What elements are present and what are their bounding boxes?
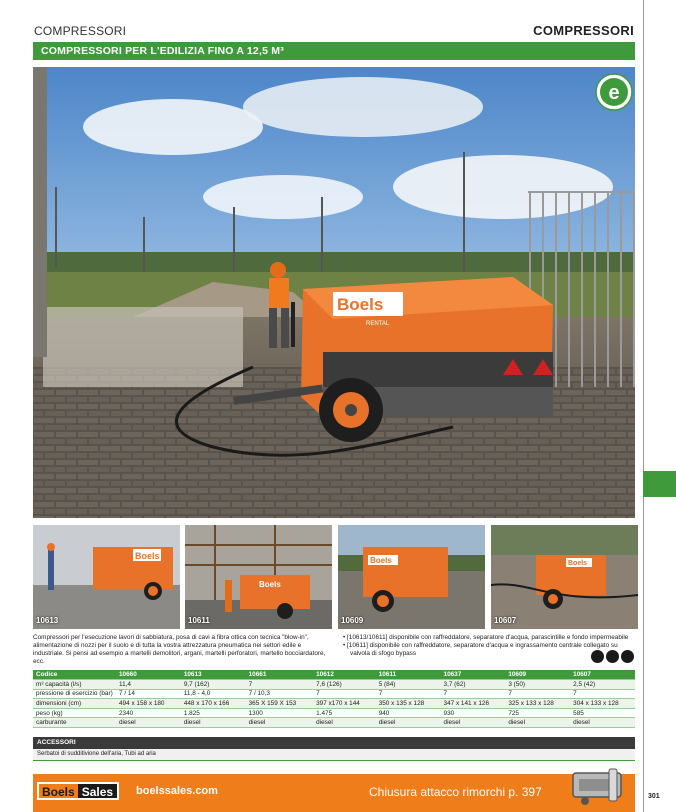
table-row: [33, 680, 635, 690]
cell: 7 / 10,3: [246, 689, 314, 699]
thumbnail-10607: [491, 525, 638, 629]
section-label-right: COMPRESSORI: [533, 23, 634, 38]
specs-header-row: [33, 670, 635, 680]
cell: 1300: [246, 708, 314, 718]
cell: 930: [441, 708, 506, 718]
thumbnail-10613: [33, 525, 180, 629]
row-label: dimensioni (cm): [33, 699, 116, 709]
cell: 494 x 158 x 180: [116, 699, 181, 709]
specs-code: 10660: [116, 670, 181, 680]
hero-brand-text: Boels: [337, 295, 384, 314]
thumb-1-brand: Boels: [135, 551, 160, 561]
thumb-3-brand: Boels: [370, 556, 392, 565]
cell: 350 x 135 x 128: [376, 699, 441, 709]
specs-code: 10613: [181, 670, 246, 680]
safety-icons: [591, 650, 635, 664]
promo-text: Chiusura attacco rimorchi p. 397: [369, 785, 542, 799]
cell: diesel: [181, 718, 246, 728]
cell: 940: [376, 708, 441, 718]
specs-code: 10612: [313, 670, 376, 680]
cell: 3 (50): [505, 680, 570, 690]
cell: diesel: [570, 718, 635, 728]
cell: 7: [441, 689, 506, 699]
cell: diesel: [313, 718, 376, 728]
thumb-1-code: 10613: [36, 616, 59, 625]
logo-sales: Sales: [78, 782, 119, 800]
table-row: [33, 699, 635, 709]
cell: 11,8 - 4,0: [181, 689, 246, 699]
accessories-heading: ACCESSORI: [33, 737, 635, 749]
hero-brand-sub: RENTAL: [366, 321, 390, 327]
thumb-3-code: 10609: [341, 616, 364, 625]
mask-icon: [621, 650, 634, 663]
specs-code: 10607: [570, 670, 635, 680]
cell: 725: [505, 708, 570, 718]
cell: 1.825: [181, 708, 246, 718]
cell: diesel: [116, 718, 181, 728]
eco-badge-letter: e: [608, 82, 620, 104]
cell: 585: [570, 708, 635, 718]
section-thumb-tab: [643, 471, 676, 497]
cell: 9,7 (162): [181, 680, 246, 690]
cell: 3,7 (62): [441, 680, 506, 690]
cell: 2,5 (42): [570, 680, 635, 690]
accessories-text: Serbatoi di sudditivione dell'aria, Tubi ad aria: [33, 749, 635, 761]
cell: 7: [246, 680, 314, 690]
page-number: 301: [648, 793, 660, 800]
thumb-4-brand: Boels: [568, 560, 588, 567]
footer-banner: [33, 774, 635, 812]
row-label: pressione di esercizio (bar): [33, 689, 116, 699]
cell: 325 x 133 x 128: [505, 699, 570, 709]
eco-badge: [595, 73, 633, 111]
product-notes: [343, 634, 633, 658]
table-row: [33, 689, 635, 699]
thumb-2-code: 10611: [188, 616, 210, 625]
product-description: Compressori per l'esecuzione lavori di sabbiatura, posa di cavi a fibra ottica con tecnica "blow-in", alimentazione di nozzi per il suolo e di tutta la vostra attrezzatura pneumatica nei settori edile e industriale. Si pensi ad esempio a martelli demolitori, argani, martelli perforatori, martello bocciardatore, ecc.: [33, 634, 326, 665]
cell: diesel: [246, 718, 314, 728]
cell: 1.475: [313, 708, 376, 718]
specs-code: 10637: [441, 670, 506, 680]
cell: 7 / 14: [116, 689, 181, 699]
table-row: [33, 718, 635, 728]
cell: diesel: [376, 718, 441, 728]
cell: 7,6 (126): [313, 680, 376, 690]
table-row: [33, 708, 635, 718]
cell: 365 X 159 X 153: [246, 699, 314, 709]
thumb-2-brand: Boels: [259, 580, 281, 589]
cell: 11,4: [116, 680, 181, 690]
cell: 448 x 170 x 166: [181, 699, 246, 709]
cell: 2340: [116, 708, 181, 718]
row-label: peso (kg): [33, 708, 116, 718]
cell: 7: [505, 689, 570, 699]
thumbnail-10611: [185, 525, 332, 629]
page-title: COMPRESSORI PER L'EDILIZIA FINO A 12,5 M³: [33, 42, 635, 60]
specs-code: 10609: [505, 670, 570, 680]
cell: 7: [313, 689, 376, 699]
cell: 397 x170 x 144: [313, 699, 376, 709]
ear-protection-icon: [591, 650, 604, 663]
cell: 7: [570, 689, 635, 699]
specs-code: 10661: [246, 670, 314, 680]
gloves-icon: [606, 650, 619, 663]
cell: 5 (84): [376, 680, 441, 690]
trailer-lock-image: [569, 765, 629, 809]
logo-boels: Boels: [37, 782, 78, 800]
specs-table: [33, 670, 635, 728]
cell: diesel: [505, 718, 570, 728]
row-label: m³ capacità (l/s): [33, 680, 116, 690]
cell: diesel: [441, 718, 506, 728]
specs-code: 10611: [376, 670, 441, 680]
thumbnail-10609: [338, 525, 485, 629]
note-item: • [10613/10611] disponibile con raffreddatore, separatore d'acqua, parascintille e fondo impermeabile: [343, 634, 629, 641]
website-link[interactable]: boelssales.com: [136, 785, 218, 797]
cell: 347 x 141 x 126: [441, 699, 506, 709]
specs-header-label: Codice: [33, 670, 116, 680]
cell: 304 x 133 x 128: [570, 699, 635, 709]
thumb-4-code: 10607: [494, 616, 517, 625]
note-item: • [10611] disponibile con raffreddatore, separatore d'acqua e ingrassamento centrale collegato su valvola di sfogo bypass: [343, 642, 618, 657]
page-edge-rule: [643, 0, 644, 812]
section-label-left: COMPRESSORI: [34, 24, 127, 38]
hero-photo: [33, 67, 635, 518]
boels-sales-logo: [37, 782, 119, 800]
row-label: carburante: [33, 718, 116, 728]
thumbnail-strip: [33, 525, 635, 629]
cell: 7: [376, 689, 441, 699]
